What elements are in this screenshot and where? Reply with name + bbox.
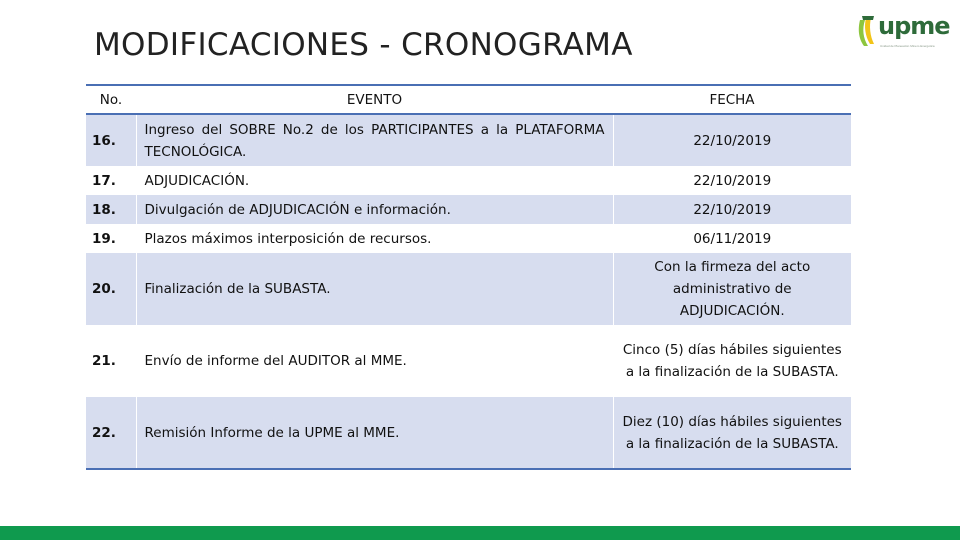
table-row: [86, 325, 851, 397]
row-number: 19.: [92, 230, 116, 247]
header-date: FECHA: [613, 85, 851, 114]
row-event: Envío de informe del AUDITOR al MME.: [136, 325, 613, 397]
table-row: [86, 166, 851, 195]
row-event: Plazos máximos interposición de recursos.: [136, 224, 613, 253]
upme-logo: [856, 14, 952, 54]
row-number: 20.: [86, 253, 136, 325]
row-date: 22/10/2019: [613, 195, 851, 224]
row-number: 18.: [86, 195, 136, 224]
header-number: No.: [86, 85, 136, 114]
logo-tagline: Unidad de Planeación Minero Energética: [880, 44, 935, 48]
table-row: [86, 195, 851, 224]
row-number: 17.: [92, 172, 116, 189]
table-row: [86, 224, 851, 253]
row-event: Divulgación de ADJUDICACIÓN e información.: [136, 195, 613, 224]
row-date: 22/10/2019: [613, 114, 851, 166]
row-number: 16.: [86, 114, 136, 166]
schedule-table: [86, 84, 851, 470]
row-number: 21.: [92, 353, 116, 369]
slide-title: MODIFICACIONES - CRONOGRAMA: [94, 27, 633, 63]
header-event: EVENTO: [136, 85, 613, 114]
row-event: Ingreso del SOBRE No.2 de los PARTICIPANTES a la PLATAFORMA TECNOLÓGICA.: [136, 114, 613, 166]
row-date: 06/11/2019: [613, 224, 851, 253]
row-event: Finalización de la SUBASTA.: [136, 253, 613, 325]
row-number: 22.: [86, 397, 136, 469]
logo-wordmark: upme: [878, 12, 950, 40]
table-row: [86, 114, 851, 166]
row-event: Remisión Informe de la UPME al MME.: [136, 397, 613, 469]
upme-leaf-icon: [856, 14, 878, 50]
row-event: ADJUDICACIÓN.: [136, 166, 613, 195]
row-date: Diez (10) días hábiles siguientes a la finalización de la SUBASTA.: [613, 397, 851, 469]
table-row: [86, 253, 851, 325]
table-row: [86, 397, 851, 469]
footer-bar: [0, 526, 960, 540]
row-date: Cinco (5) días hábiles siguientes a la finalización de la SUBASTA.: [613, 325, 851, 397]
row-date: 22/10/2019: [613, 166, 851, 195]
row-date: Con la firmeza del acto administrativo de ADJUDICACIÓN.: [613, 253, 851, 325]
table-header-row: [86, 85, 851, 114]
